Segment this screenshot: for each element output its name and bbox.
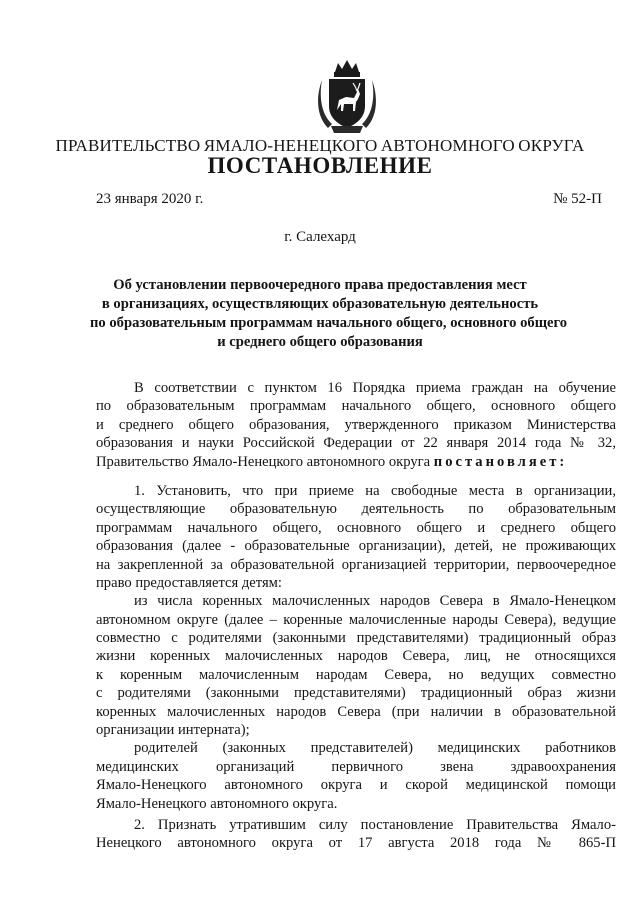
text-line: автономном округе (далее – коренные малочисленные народы Севера), ведущие [96,611,616,628]
text-line: к коренным малочисленным народам Севера, но ведущих совместно [96,666,616,683]
document-date: 23 января 2020 г. [96,191,204,207]
title-line: и среднего общего образования [217,334,423,350]
text-line: медицинских организаций первичного звена здравоохранения [96,758,616,775]
text-line: из числа коренных малочисленных народов Севера в Ямало-Ненецком [134,593,616,610]
text-line: осуществляющие образовательную деятельность по образовательным [96,501,616,518]
text-line: жизни коренных малочисленных народов Севера, лиц, не относящихся [96,648,616,665]
text-line: и среднего общего образования, утвержденного приказом Министерства [96,416,616,433]
decree-keyword: постановляет: [433,453,568,470]
government-name: ПРАВИТЕЛЬСТВО ЯМАЛО-НЕНЕЦКОГО АВТОНОМНОГО ОКРУГА [55,136,585,155]
text-line: совместно с родителями (законными представителями) традиционный образ [96,630,616,647]
coat-of-arms-emblem [318,58,376,136]
text-line: В соответствии с пунктом 16 Порядка приема граждан на обучение [134,380,616,396]
title-line: по образовательным программам начального общего, основного общего [90,315,568,331]
text-line: 1. Установить, что при приеме на свободные места в организации, [134,482,616,499]
text-line: программам начального общего, основного общего и среднего общего [96,519,616,536]
title-line: Об установлении первоочередного права предоставления мест [113,277,527,293]
text-line: право предоставляется детям: [96,574,282,591]
text-line: коренных малочисленных народов Севера (при наличии в образовательной [96,703,616,720]
text-line: по образовательным программам начального общего, основного общего [96,398,616,415]
text-fragment: Правительство Ямало-Ненецкого автономного округа [96,453,431,470]
item-1a-paragraph [96,592,616,739]
text-line: организации интерната); [96,722,250,739]
item-2-paragraph [96,816,616,853]
text-line: образования и науки Российской Федерации от 22 января 2014 года № 32, [96,435,616,452]
issue-city: г. Салехард [284,229,356,245]
title-line: в организациях, осуществляющих образовательную деятельность [101,296,539,312]
text-line: 2. Признать утратившим силу постановление Правительства Ямало- [134,816,616,833]
text-line: Ямало-Ненецкого автономного округа и скорой медицинской помощи [96,777,616,794]
text-line: на закрепленной за образовательной организацией территории, первоочередное [96,556,616,573]
text-line: Ямало-Ненецкого автономного округа. [96,795,338,812]
text-line [96,453,616,471]
document-type: ПОСТАНОВЛЕНИЕ [207,153,433,178]
item-1-paragraph [96,482,616,592]
document-body [96,379,616,853]
text-line: образования (далее - образовательные организации), детей, не проживающих [96,538,616,555]
item-1b-paragraph [96,739,616,813]
text-line: с родителями (законными представителями) традиционный образ жизни [96,685,616,702]
document-number: № 52-П [553,191,602,207]
text-line: Ненецкого автономного округа от 17 августа 2018 года № 865-П [96,835,616,852]
text-line: родителей (законных представителей) медицинских работников [134,740,616,757]
document-title [90,276,568,352]
preamble-paragraph [96,379,616,471]
